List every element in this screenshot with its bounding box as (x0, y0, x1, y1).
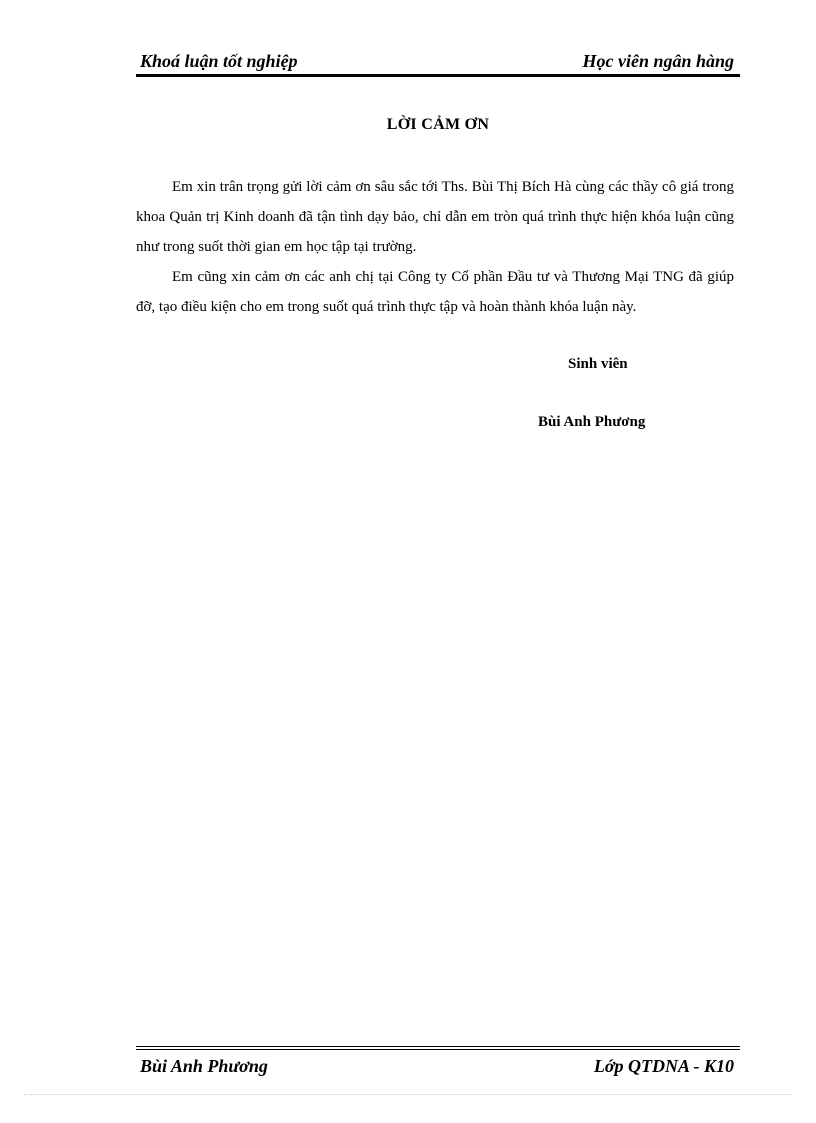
paragraph-1: Em xin trân trọng gửi lời cảm ơn sâu sắc tới Ths. Bùi Thị Bích Hà cùng các thầy cô giá trong khoa Quản trị Kinh doanh đã tận tình dạy bảo, chỉ dẫn em tròn quá trình thực hiện khóa luận cũng như trong suốt thời gian em học tập tại trường. (136, 179, 734, 255)
page-title: LỜI CẢM ƠN (386, 116, 490, 133)
header-thesis-label: Khoá luận tốt nghiệp (140, 51, 298, 71)
acknowledgement-body (136, 172, 734, 322)
footer-author: Bùi Anh Phương (140, 1056, 268, 1076)
page-header (136, 46, 740, 77)
header-institution-label: Học viên ngân hàng (582, 51, 734, 71)
signature-name: Bùi Anh Phương (538, 414, 646, 430)
paragraph-2: Em cũng xin cảm ơn các anh chị tại Công ty Cổ phần Đầu tư và Thương Mại TNG đã giúp đỡ, tạo điều kiện cho em trong suốt quá trình thực tập và hoàn thành khóa luận này. (136, 269, 734, 315)
page-edge-divider (24, 1094, 792, 1095)
signature-role: Sinh viên (568, 356, 628, 372)
footer-class: Lớp QTDNA - K10 (593, 1056, 734, 1076)
page-footer (136, 1046, 740, 1084)
